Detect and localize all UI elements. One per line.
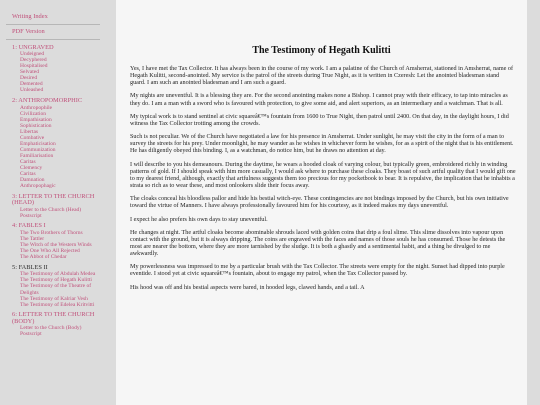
sidebar-item[interactable]: Caritas <box>20 171 36 178</box>
sidebar-item[interactable]: Letter to the Church (Body) <box>20 325 82 332</box>
sidebar-divider <box>6 24 100 25</box>
sidebar-item[interactable]: Anthropophagic <box>20 183 56 190</box>
sidebar-item[interactable]: The Testimony of the Theatre of Delights <box>20 283 92 296</box>
sidebar-item[interactable]: Damnation <box>20 177 45 184</box>
sidebar-item[interactable]: The Two Brothers of Thorns <box>20 230 83 237</box>
sidebar-item[interactable]: Combative <box>20 134 45 141</box>
document-title: The Testimony of Hegath Kulitti <box>252 45 391 56</box>
sidebar-item[interactable]: Letter to the Church (Head) <box>20 206 82 213</box>
sidebar-item[interactable]: Clemency <box>20 164 43 171</box>
writing-index-link[interactable]: Writing Index <box>12 13 48 20</box>
sidebar-item[interactable]: Caritas <box>20 158 36 165</box>
section-heading-current[interactable]: 5: FABLES II <box>12 263 48 271</box>
pdf-version-link[interactable]: PDF Version <box>12 28 45 35</box>
sidebar-item[interactable]: Empathisation <box>20 116 52 123</box>
sidebar-item[interactable]: Postscript <box>20 212 42 219</box>
section-heading[interactable]: 2: ANTHROPOMORPHIC <box>12 96 83 104</box>
sidebar-item[interactable]: Demented <box>20 81 43 88</box>
paragraph: My typical work is to stand sentinel at civic squareâ€™s fountain from 1600 to True Night, then patrol until 2400. On that day, in the daylight hours, I did witness the Tax Collector trotting among the crowds. <box>130 113 509 127</box>
paragraph: I expect he also prefers his own days to stay uneventful. <box>130 216 268 223</box>
sidebar-item[interactable]: The Abbot of Chedar <box>20 254 67 261</box>
sidebar-item[interactable]: Desired <box>20 75 38 82</box>
sidebar-item[interactable]: The Tattler <box>20 236 45 243</box>
sidebar-item[interactable]: Postscript <box>20 331 42 338</box>
paragraph: He changes at night. The artful cloaks become abominable shrouds laced with golden coins that drip a foul slime. This slime dissolves into vapour upon contact with the ground, but it is always dripping. The coins are engraved with the faces and names of those souls he has consumed. Those he detests the most are nearer the bottom, where they are more tarnished by the sludge. It is both a ghastly and a sentimental habit, and a thing he divulged to me awkwardly. <box>130 229 506 258</box>
sidebar-item[interactable]: Civilization <box>20 110 46 117</box>
sidebar-item[interactable]: The Testimony of Kalriar Vesh <box>20 295 88 302</box>
sidebar-item[interactable]: Sophistication <box>20 122 52 129</box>
sidebar-item[interactable]: The Testimony of Abdulah Medea <box>20 271 96 278</box>
sidebar-item[interactable]: Libertas <box>20 128 39 135</box>
sidebar-item-current[interactable]: The Testimony of Hegath Kulitti <box>20 277 92 284</box>
section-heading[interactable]: 6: LETTER TO THE CHURCH (BODY) <box>12 311 95 325</box>
paragraph: I will describe to you his demeanours. During the daytime, he wears a hooded cloak of varying colour, but typically green, embroidered richly in winding patterns of gold. If I should speak with him more casually, I would ask where to purchase these cloaks. They boast of such artful quality that I would gift one to my dearest friend, although, exactly that artfulness suggests them too precious for my pocketbook to bear. It is repulsive, the implication that he inhabits a strata so rich as to wear these, and most onlookers slide their focus away. <box>130 161 516 190</box>
section-heading[interactable]: 4: FABLES I <box>12 222 46 230</box>
sidebar-item[interactable]: Unleashed <box>20 87 44 94</box>
sidebar-item[interactable]: Anthropophile <box>20 104 53 111</box>
sidebar-item[interactable]: Undeigned <box>20 51 45 58</box>
sidebar-nav <box>0 0 106 405</box>
section-heading[interactable]: 3: LETTER TO THE CHURCH (HEAD) <box>12 192 95 207</box>
paragraph: The cloaks conceal his bloodless pallor and hide his bestial witch-eye. These contingencies are not bindings imposed by the Church, but his own initiative toward the virtue of Manners. I have always professionally favoured him for his courtesy, as it indeed makes my days uneventful. <box>130 196 509 210</box>
sidebar-item[interactable]: The One Who All Rejected <box>20 248 80 255</box>
sidebar-divider <box>6 39 100 40</box>
paragraph: Such is not peculiar. We of the Church have negotiated a law for his presence in Amsherrat. Under sunlight, he may visit the city in the form of a man to survey the streets for his prey. Under moonlight, he may wander as he wishes in whichever form he wishes, for as a spirit of the night that is his entitlement. He has diligently obeyed this binding. I, as a watchman, do notice him, but he draws no attention at day. <box>130 134 514 155</box>
sidebar-item[interactable]: The Witch of the Western Winds <box>20 242 92 249</box>
paragraph: My powerlessness was impressed to me by a particular brush with the Tax Collector. The streets were empty for the night. Sunset had dipped into purple eventide. I stood yet at civic squareâ€™s fountain, about to engage my patrol, when the Tax Collector passed by. <box>130 264 505 278</box>
sidebar-item[interactable]: Hospitalised <box>20 63 48 70</box>
sidebar-item[interactable]: The Testimony of Edelea Kritvitti <box>20 301 95 308</box>
sidebar-top-spacer <box>0 0 106 13</box>
document-page <box>116 0 527 405</box>
sidebar-item[interactable]: Familiarisation <box>20 152 54 159</box>
sidebar-item[interactable]: Selvated <box>20 69 39 76</box>
paragraph: His hood was off and his bestial aspects were bared, in hooded legs, clawed hands, and a tail. A <box>130 284 365 291</box>
sidebar-item[interactable]: Communization <box>20 146 56 153</box>
section-heading[interactable]: 1: UNGRAVED <box>12 43 54 51</box>
paragraph: Yes, I have met the Tax Collector. It has always been in the course of my work. I am a palatine of the Church of Amsherrat, stationed in Amsherrat, name of Hegath Kulitti, second-anointed. My service is the patrol of the streets during True Night, as it is written in Czeresh: Let the anointed bladesman stand guard. I am such an anointed bladesman and I am such a guard. <box>130 66 514 87</box>
sidebar-item[interactable]: Emphaticisation <box>20 140 56 147</box>
paragraph: My nights are uneventful. It is a blessing they are. For the second anointing makes none a Bishop. I cannot pray with their efficacy, to tap into miracles as they do. I am a man with a sword who is favoured with protection, to give some aid, and alert superiors, as an intermediary and a watchman. That is all. <box>130 93 508 107</box>
sidebar-item[interactable]: Decyphered <box>20 57 47 64</box>
